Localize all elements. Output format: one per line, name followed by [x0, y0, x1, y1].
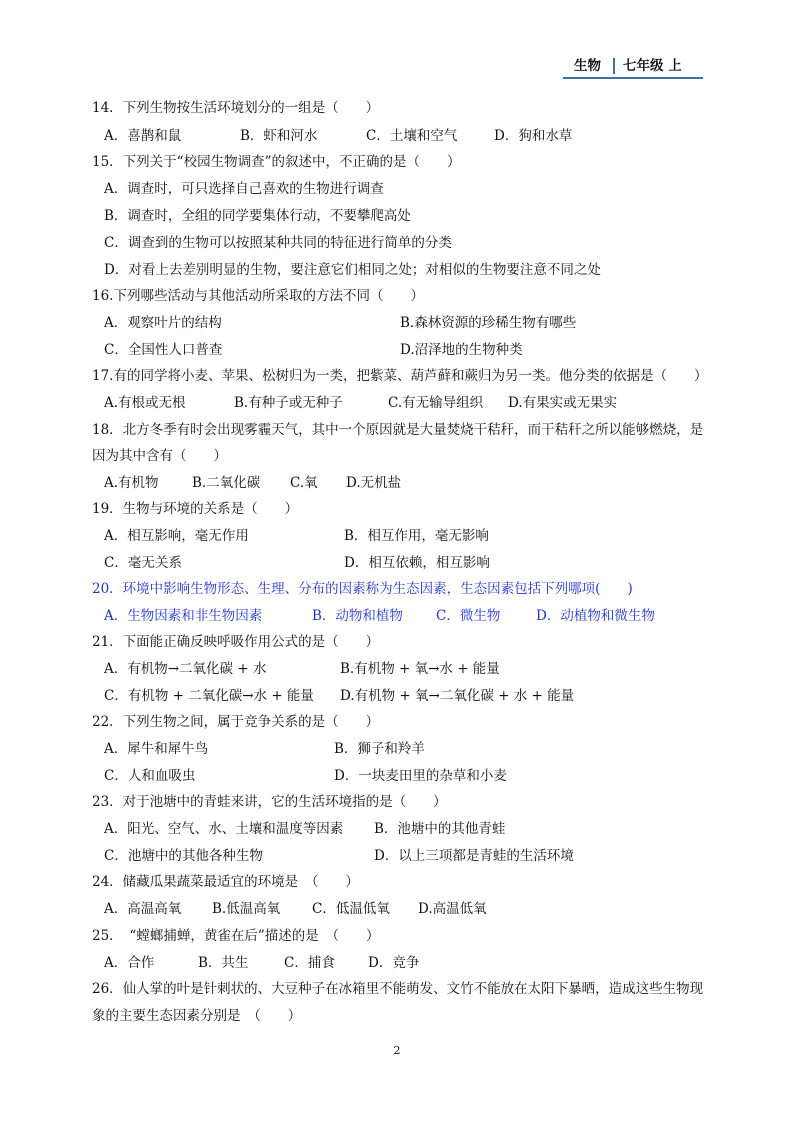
question-20-stem: 20．环境中影响生物形态、生理、分布的因素称为生态因素，生态因素包括下列哪项( ) — [92, 581, 633, 597]
q17-option-c: C.有无输导组织 — [388, 395, 484, 411]
q21-option-a: A．有机物→二氧化碳 + 水 — [104, 661, 267, 677]
page-number: 2 — [393, 1044, 401, 1057]
q22-option-a: A．犀牛和犀牛鸟 — [104, 741, 209, 757]
question-18-stem-line-1: 18．北方冬季有时会出现雾霾天气，其中一个原因就是大量焚烧干秸秆，而干秸秆之所以能够燃烧，是 — [92, 422, 704, 438]
question-23-stem: 23．对于池塘中的青蛙来讲，它的生活环境指的是（ ） — [92, 794, 447, 810]
question-15-stem: 15．下列关于“校园生物调查”的叙述中，不正确的是（ ） — [92, 154, 461, 170]
q20-option-b: B．动物和植物 — [312, 608, 403, 624]
q16-option-a: A．观察叶片的结构 — [104, 315, 222, 331]
header-subject: 生物 — [574, 58, 601, 74]
q15-option-a: A．调查时，可只选择自己喜欢的生物进行调查 — [104, 181, 384, 197]
question-22-stem: 22．下列生物之间，属于竞争关系的是（ ） — [92, 714, 380, 730]
q15-option-d: D．对看上去差别明显的生物，要注意它们相同之处；对相似的生物要注意不同之处 — [104, 262, 601, 278]
question-21-stem: 21．下面能正确反映呼吸作用公式的是（ ） — [92, 634, 380, 650]
q18-option-b: B.二氧化碳 — [192, 475, 261, 491]
q21-option-c: C．有机物 + 二氧化碳→水 + 能量 — [104, 688, 314, 704]
q24-option-b: B.低温高氧 — [212, 901, 281, 917]
q25-option-c: C．捕食 — [284, 955, 335, 971]
q25-option-a: A．合作 — [104, 955, 155, 971]
q19-option-a: A．相互影响，毫无作用 — [104, 528, 249, 544]
q18-option-c: C.氧 — [290, 475, 318, 491]
q14-option-d: D．狗和水草 — [494, 128, 573, 144]
q14-option-a: A．喜鹊和鼠 — [104, 128, 182, 144]
question-25-stem: 25． “螳螂捕蝉，黄雀在后”描述的是 （ ） — [92, 928, 380, 944]
q16-option-b: B.森林资源的珍稀生物有哪些 — [400, 315, 577, 331]
q18-option-d: D.无机盐 — [346, 475, 402, 491]
q23-option-a: A．阳光、空气、水、土壤和温度等因素 — [104, 821, 344, 837]
q21-option-d: D.有机物 + 氧→二氧化碳 + 水 + 能量 — [340, 688, 575, 704]
q17-option-d: D.有果实或无果实 — [508, 395, 618, 411]
q15-option-b: B．调查时，全组的同学要集体行动，不要攀爬高处 — [104, 208, 411, 224]
q24-option-d: D.高温低氧 — [418, 901, 487, 917]
question-26-stem-line-1: 26．仙人掌的叶是针刺状的、大豆种子在冰箱里不能萌发、文竹不能放在太阳下暴晒，造成这些生物现 — [92, 981, 704, 997]
q22-option-c: C．人和血吸虫 — [104, 768, 196, 784]
q22-option-d: D．一块麦田里的杂草和小麦 — [334, 768, 507, 784]
q16-option-c: C．全国性人口普查 — [104, 342, 223, 358]
question-24-stem: 24．储藏瓜果蔬菜最适宜的环境是 （ ） — [92, 874, 359, 890]
q24-option-a: A．高温高氧 — [104, 901, 182, 917]
header-separator — [613, 58, 615, 74]
q20-option-d: D．动植物和微生物 — [536, 608, 655, 624]
q22-option-b: B．狮子和羚羊 — [334, 741, 425, 757]
q23-option-d: D．以上三项都是青蛙的生活环境 — [374, 848, 574, 864]
q14-option-b: B．虾和河水 — [240, 128, 318, 144]
q17-option-a: A.有根或无根 — [104, 395, 186, 411]
question-26-stem-line-2: 象的主要生态因素分别是 （ ） — [92, 1008, 302, 1024]
question-17-stem: 17.有的同学将小麦、苹果、松树归为一类，把紫菜、葫芦藓和蕨归为另一类。他分类的依据是（ ） — [92, 368, 708, 384]
q21-option-b: B.有机物 + 氧→水 + 能量 — [340, 661, 500, 677]
q19-option-b: B．相互作用，毫无影响 — [344, 528, 489, 544]
q16-option-d: D.沼泽地的生物种类 — [400, 342, 523, 358]
question-19-stem: 19．生物与环境的关系是（ ） — [92, 501, 299, 517]
q15-option-c: C．调查到的生物可以按照某种共同的特征进行简单的分类 — [104, 235, 452, 251]
q19-option-c: C．毫无关系 — [104, 555, 182, 571]
q25-option-b: B．共生 — [198, 955, 249, 971]
q23-option-b: B．池塘中的其他青蛙 — [374, 821, 506, 837]
q20-option-a: A．生物因素和非生物因素 — [104, 608, 263, 624]
page-header — [563, 55, 703, 79]
q24-option-c: C．低温低氧 — [312, 901, 390, 917]
q14-option-c: C．土壤和空气 — [366, 128, 458, 144]
q17-option-b: B.有种子或无种子 — [234, 395, 343, 411]
q19-option-d: D．相互依赖，相互影响 — [344, 555, 490, 571]
question-16-stem: 16.下列哪些活动与其他活动所采取的方法不同（ ） — [92, 288, 424, 304]
q25-option-d: D．竞争 — [368, 955, 420, 971]
q18-option-a: A.有机物 — [104, 475, 159, 491]
header-grade: 七年级 上 — [623, 58, 682, 74]
question-14-stem: 14．下列生物按生活环境划分的一组是（ ） — [92, 100, 380, 116]
q23-option-c: C．池塘中的其他各种生物 — [104, 848, 263, 864]
question-18-stem-line-2: 因为其中含有（ ） — [92, 448, 227, 464]
q20-option-c: C．微生物 — [436, 608, 501, 624]
